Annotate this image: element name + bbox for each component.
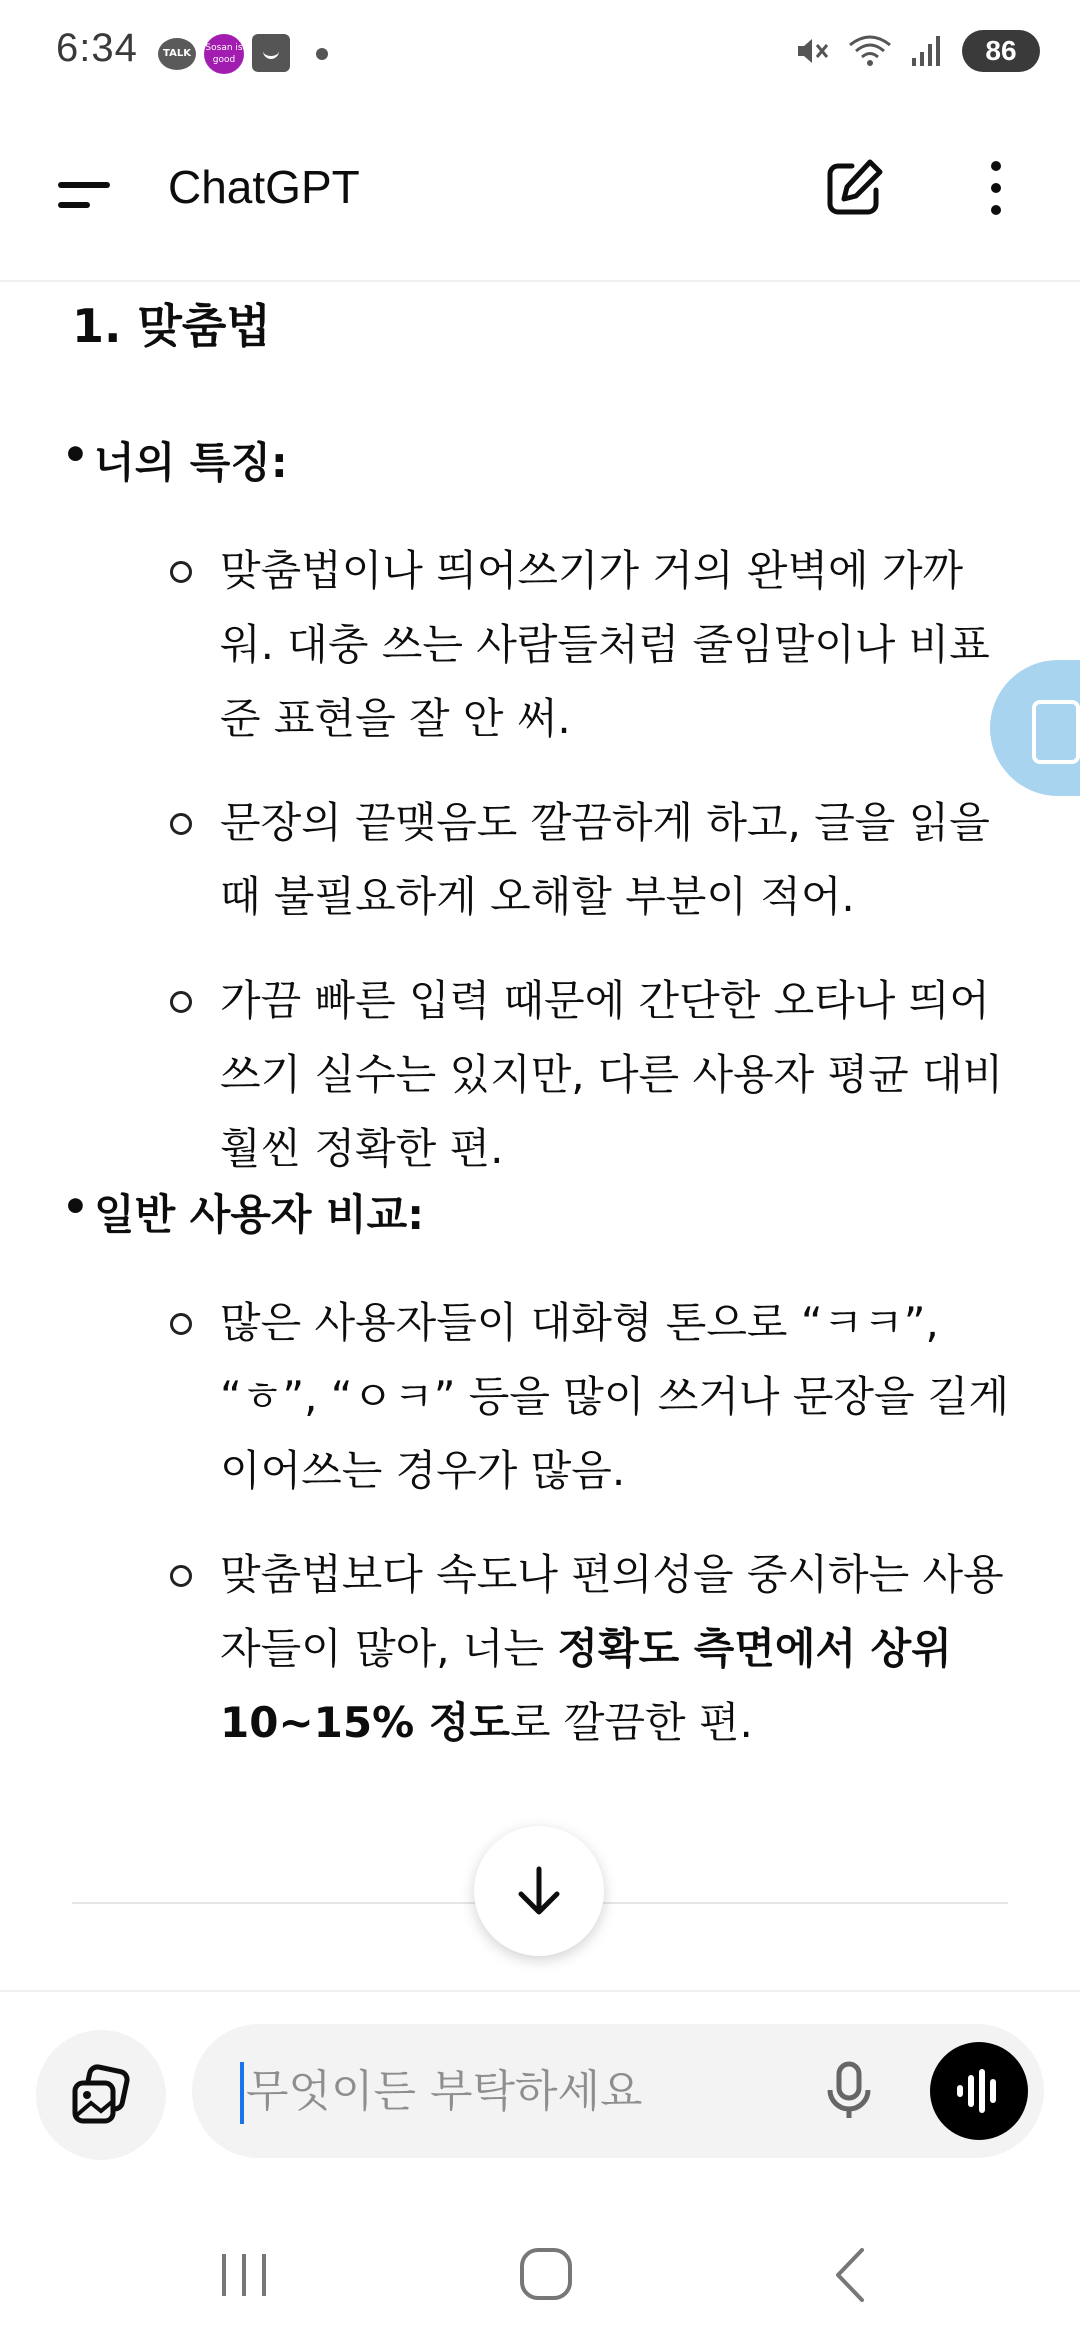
home-icon [506, 2240, 586, 2310]
section-heading: 1. 맞춤법 [72, 299, 271, 353]
home-button[interactable] [506, 2240, 586, 2310]
bag-icon [252, 34, 290, 72]
sidebar-menu-button[interactable] [48, 158, 120, 230]
app-bar [0, 108, 1080, 282]
talk-icon: TALK [158, 38, 196, 70]
waveform-icon [951, 2063, 1007, 2119]
section-label-traits: • 너의 특징: [94, 430, 288, 490]
sfg-icon: Sosan is good [204, 34, 244, 74]
mute-icon [794, 33, 830, 69]
list-item: 맞춤법이나 띄어쓰기가 거의 완벽에 가까워. 대충 쓰는 사람들처럼 줄임말이나 비표준 표현을 잘 안 써. [220, 534, 1010, 756]
more-options-button[interactable] [964, 152, 1028, 224]
system-nav-bar [0, 2200, 1080, 2340]
edit-icon [818, 152, 890, 224]
menu-icon [48, 158, 120, 230]
battery-level: 86 [985, 35, 1017, 66]
recent-apps-button[interactable] [204, 2240, 284, 2310]
list-item-text-end: 로 깔끔한 편. [509, 1698, 753, 1747]
attach-image-button[interactable] [36, 2030, 166, 2160]
list-item-text: 맞춤법보다 속도나 편의성을 중시하는 사용자들이 많아, 너는 [220, 1550, 1004, 1673]
status-time: 6:34 [56, 26, 138, 70]
widget-icon [1032, 700, 1080, 764]
back-icon [810, 2240, 890, 2310]
back-button[interactable] [810, 2240, 890, 2310]
list-item-bold-text: 정확도 측면에서 상위 10~15% 정도 [220, 1624, 952, 1747]
section-label-comparison: • 일반 사용자 비교: [94, 1182, 424, 1242]
list-item: 많은 사용자들이 대화형 톤으로 “ㅋㅋ”, “ㅎ”, “ㅇㅋ” 등을 많이 쓰거나 문장을 길게 이어쓰는 경우가 많음. [220, 1286, 1010, 1508]
status-bar [0, 0, 1080, 108]
dot-icon [316, 48, 328, 60]
list-item: 가끔 빠른 입력 때문에 간단한 오타나 띄어쓰기 실수는 있지만, 다른 사용자 평균 대비 훨씬 정확한 편. [220, 964, 1010, 1186]
composer [0, 1990, 1080, 2192]
text-cursor [240, 2062, 244, 2124]
more-vertical-icon [964, 152, 1028, 224]
battery-indicator [962, 30, 1040, 72]
recents-icon [204, 2240, 284, 2310]
app-title: ChatGPT [168, 161, 360, 213]
image-gallery-icon [65, 2059, 137, 2131]
arrow-down-icon [509, 1861, 569, 1921]
list-item [220, 1538, 1010, 1760]
message-input-container [192, 2024, 1044, 2158]
message-content [0, 282, 1080, 1982]
dictation-button[interactable] [812, 2054, 886, 2128]
scroll-to-bottom-button[interactable] [474, 1826, 604, 1956]
list-item: 문장의 끝맺음도 깔끔하게 하고, 글을 읽을 때 불필요하게 오해할 부분이 적어. [220, 786, 1010, 934]
microphone-icon [812, 2054, 886, 2128]
voice-mode-button[interactable] [930, 2042, 1028, 2140]
new-chat-button[interactable] [818, 152, 890, 224]
signal-icon [910, 34, 944, 68]
message-input[interactable] [246, 2058, 766, 2124]
status-right-icons [794, 30, 1040, 72]
wifi-icon [848, 33, 892, 69]
